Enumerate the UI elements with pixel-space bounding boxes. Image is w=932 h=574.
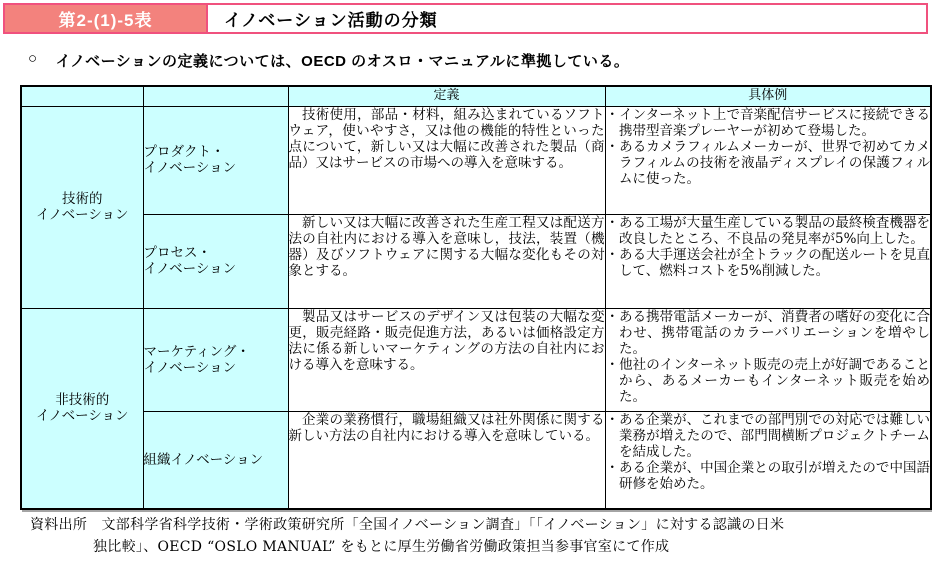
table-number-badge: 第2-(1)-5表 <box>5 5 208 32</box>
definition-text: 新しい又は大幅に改善された生産工程又は配送方法の自社内における導入を意味し，技法，装置（機器）及びソフトウェアに関する大幅な変化もその対象とする。 <box>288 214 605 279</box>
example-item: ・あるカメラフィルムメーカーが、世界で初めてカメラフィルムの技術を液晶ディスプレイの保護フィルムに使った。 <box>605 138 930 187</box>
group-label-line: 非技術的 <box>55 392 110 409</box>
definition-cell-process <box>288 214 605 308</box>
example-item: ・ある企業が、中国企業との取引が増えたので中国語研修を始めた。 <box>605 459 930 492</box>
group-label-line: 技術的 <box>62 191 103 207</box>
definition-cell-organizational <box>288 411 605 509</box>
definition-cell-product <box>288 106 605 214</box>
example-item: ・インターネット上で音楽配信サービスに接続できる携帯型音楽プレーヤーが初めて登場した。 <box>605 106 930 139</box>
header-cell-empty-2 <box>143 86 288 106</box>
category-label-line: プロダクト・ <box>143 144 225 160</box>
group-label-line: イノベーション <box>35 207 129 223</box>
header-cell-empty-1 <box>21 86 143 106</box>
header-row <box>21 86 931 106</box>
column-header-definition: 定義 <box>288 86 605 106</box>
group-label-line: イノベーション <box>35 408 129 425</box>
source-note <box>30 514 920 558</box>
category-label-line: イノベーション <box>143 160 237 176</box>
examples-cell-product <box>605 106 931 214</box>
definition-cell-marketing <box>288 308 605 411</box>
example-item: ・ある大手運送会社が全トラックの配送ルートを見直して、燃料コストを5%削減した。 <box>605 246 930 279</box>
category-label-line: 組織イノベーション <box>143 451 264 468</box>
classification-table <box>20 85 932 510</box>
category-label-line: マーケティング・ <box>143 343 250 360</box>
table-row-process <box>21 214 931 308</box>
example-item: ・ある企業が、これまでの部門別での対応では難しい業務が増えたので、部門間横断プロジェクトチームを結成した。 <box>605 411 930 460</box>
example-item: ・他社のインターネット販売の売上が好調であることから、あるメーカーもインターネット販売を始めた。 <box>605 356 930 405</box>
group-cell-technical <box>21 106 143 308</box>
table-row-product <box>21 106 931 214</box>
source-note-line: 独比較」、OECD “OSLO MANUAL” をもとに厚生労働省労働政策担当参事官室にて作成 <box>93 539 670 555</box>
definition-text: 製品又はサービスのデザイン又は包装の大幅な変更，販売経路・販売促進方法，あるいは価格設定方法に係る新しいマーケティングの方法の自社内における導入を意味する。 <box>288 308 605 373</box>
example-item: ・ある携帯電話メーカーが、消費者の嗜好の変化に合わせ、携帯電話のカラーバリエーションを増やした。 <box>605 308 930 357</box>
category-cell-organizational <box>143 411 288 509</box>
source-note-line: 資料出所 文部科学省科学技術・学術政策研究所「全国イノベーション調査」「「イノベーション」に対する認識の日米 <box>30 517 785 533</box>
definition-text: 技術使用，部品・材料，組み込まれているソフトウェア，使いやすさ，又は他の機能的特性といった点について，新しい又は大幅に改善された製品（商品）又はサービスの市場への導入を意味する。 <box>288 106 605 171</box>
page-title: イノベーション活動の分類 <box>208 5 926 32</box>
category-label-line: イノベーション <box>143 261 237 277</box>
category-cell-product <box>143 106 288 214</box>
group-cell-non-technical <box>21 308 143 509</box>
example-item: ・ある工場が大量生産している製品の最終検査機器を改良したところ、不良品の発見率が5%向上した。 <box>605 214 930 247</box>
definition-text: 企業の業務慣行，職場組織又は社外関係に関する新しい方法の自社内における導入を意味している。 <box>288 411 605 444</box>
intro-line <box>28 50 629 71</box>
category-label-line: プロセス・ <box>143 245 211 261</box>
circle-bullet-icon: ○ <box>28 50 38 67</box>
intro-text: イノベーションの定義については、OECD のオスロ・マニュアルに準拠している。 <box>55 53 630 70</box>
examples-cell-organizational <box>605 411 931 509</box>
title-bar <box>3 3 928 34</box>
table-row-marketing <box>21 308 931 411</box>
examples-cell-marketing <box>605 308 931 411</box>
category-cell-process <box>143 214 288 308</box>
examples-cell-process <box>605 214 931 308</box>
classification-table-wrap <box>20 85 932 510</box>
category-cell-marketing <box>143 308 288 411</box>
category-label-line: イノベーション <box>143 359 237 376</box>
column-header-example: 具体例 <box>605 86 931 106</box>
table-row-organizational <box>21 411 931 509</box>
